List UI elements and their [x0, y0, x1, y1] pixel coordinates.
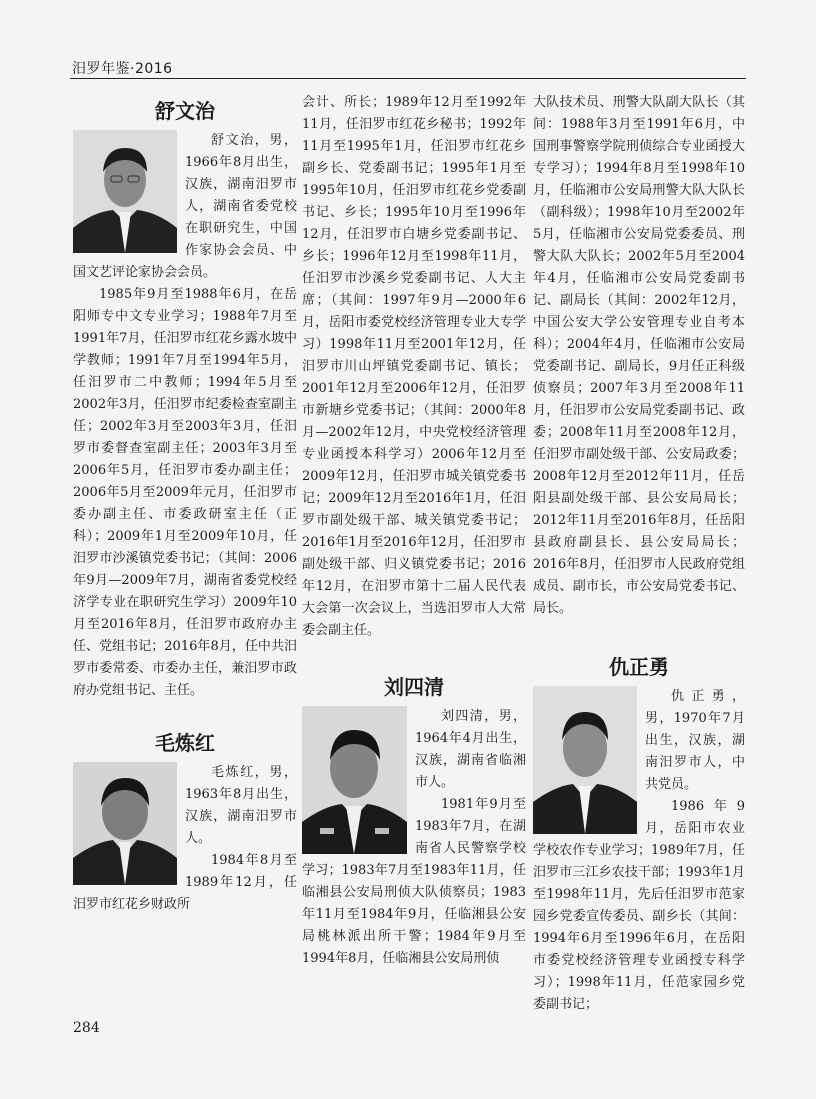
portrait-photo-qiu [533, 686, 637, 834]
portrait-photo-liu [302, 706, 407, 854]
profile-bio-liu-continued: 大队技术员、刑警大队副大队长（其间：1988年3月至1991年6月，中国刑事警察学院刑侦综合专业函授大专学习）；1994年8月至1998年10月，任临湘市公安局刑警大队大队长（副科级）；1998年10月至2002年5月，任临湘市公安局党委委员、刑警大队大队长；2002年5月至2004年4月，任临湘市公安局党委副书记、副局长（其间：2002年12月，中国公安大学公安管理专业自考本科）；2004年4月，任临湘市公安局党委副书记、副局长，9月任正科级侦察员；2007年3月至2008年11月，任汨罗市公安局党委副书记、政委；2008年11月至2008年12月，任汨罗市副处级干部、公安局政委；2008年12月至2012年11月，任岳阳县副处级干部、县公安局局长；2012年11月至2016年8月，任岳阳县政府副县长、县公安局局长；2016年8月，任汨罗市人民政府党组成员、副市长，市公安局党委书记、局长。 [533, 95, 745, 616]
portrait-photo-shu [73, 130, 177, 253]
portrait-icon [533, 686, 637, 834]
profile-intro-shu: 舒文治，男，1966年8月出生，汉族，湖南汨罗市人，湖南省委党校在职研究生，中国作家协会会员、中国文艺评论家协会会员。 [73, 133, 297, 280]
profile-bio-qiu: 1986年9月，岳阳市农业学校农作专业学习；1989年7月，任汨罗市三江乡农技干部；1993年1月至1998年11月，先后任汨罗市范家园乡党委宣传委员、副乡长（其间：1994年6月至1996年6月，在岳阳市委党校经济管理专业函授专科学习）；1998年11月，任范家园乡党委副书记； [533, 799, 745, 1012]
portrait-icon [73, 762, 177, 885]
profile-name-shu: 舒文治 [155, 99, 215, 123]
header-rule [70, 78, 746, 79]
running-header: 汨罗年鉴·2016 [72, 61, 173, 77]
profile-bio-shu: 1985年9月至1988年6月，在岳阳师专中文专业学习；1988年7月至1991年7月，任汨罗市红花乡露水坡中学教师；1991年7月至1994年5月，任汨罗市二中教师；1994年5月至2002年3月，任汨罗市纪委检查室副主任；2002年3月至2003年3月，任汨罗市委督查室副主任；2003年3月至2006年5月，任汨罗市委办副主任；2006年5月至2009年元月，任汨罗市委办副主任、市委政研室主任（正科）；2009年1月至2009年10月，任汨罗市沙溪镇党委书记；（其间：2006年9月—2009年7月，湖南省委党校经济学专业在职研究生学习）2009年10月至2016年8月，任汨罗市政府办主任、党组书记；2016年8月，任中共汨罗市委常委、市委办主任，兼汨罗市政府办党组书记、主任。 [73, 287, 297, 698]
profile-bio-mao: 1984年8月至1989年12月，任汨罗市红花乡财政所 [73, 853, 297, 912]
profile-intro-qiu: 仇正勇，男，1970年7月出生，汉族，湖南汨罗市人，中共党员。 [645, 689, 745, 792]
profile-name-qiu: 仇正勇 [609, 655, 669, 679]
profile-name-liu: 刘四清 [384, 675, 444, 699]
portrait-icon [302, 706, 407, 854]
column-3 [533, 92, 745, 1017]
profile-name-mao: 毛炼红 [155, 731, 215, 755]
profile-bio-liu: 1981年9月至1983年7月，在湖南省人民警察学校学习；1983年7月至1983年11月，任临湘县公安局刑侦大队侦察员；1983年11月至1984年9月，任临湘县公安局桃林派出所干警；1984年9月至1994年8月，任临湘县公安局刑侦 [302, 797, 526, 966]
profile-intro-liu: 刘四清，男，1964年4月出生，汉族，湖南省临湘市人。 [415, 709, 526, 790]
page-number: 284 [73, 1020, 100, 1036]
column-2 [302, 92, 526, 1017]
portrait-photo-mao [73, 762, 177, 885]
portrait-icon [73, 130, 177, 253]
profile-intro-mao: 毛炼红，男，1963年8月出生，汉族，湖南汨罗市人。 [185, 765, 297, 846]
column-1 [73, 92, 297, 1017]
profile-bio-mao-continued: 会计、所长；1989年12月至1992年11月，任汨罗市红花乡秘书；1992年11月至1995年1月，任汨罗市红花乡副乡长、党委副书记；1995年1月至1995年10月，任汨罗市红花乡党委副书记、乡长；1995年10月至1996年12月，任汨罗市白塘乡党委副书记、乡长；1996年12月至1998年11月，任汨罗市沙溪乡党委副书记、人大主席；（其间：1997年9月—2000年6月，岳阳市委党校经济管理专业大专学习）1998年11月至2001年12月，任汨罗市川山坪镇党委副书记、镇长；2001年12月至2006年12月，任汨罗市新塘乡党委书记；（其间：2000年8月—2002年12月，中央党校经济管理专业函授本科学习）2006年12月至2009年12月，任汨罗市城关镇党委书记；2009年12月至2016年1月，任汨罗市副处级干部、城关镇党委书记；2016年1月至2016年12月，任汨罗市副处级干部、归义镇党委书记；2016年12月，在汨罗市第十二届人民代表大会第一次会议上，当选汨罗市人大常委会副主任。 [302, 95, 526, 638]
